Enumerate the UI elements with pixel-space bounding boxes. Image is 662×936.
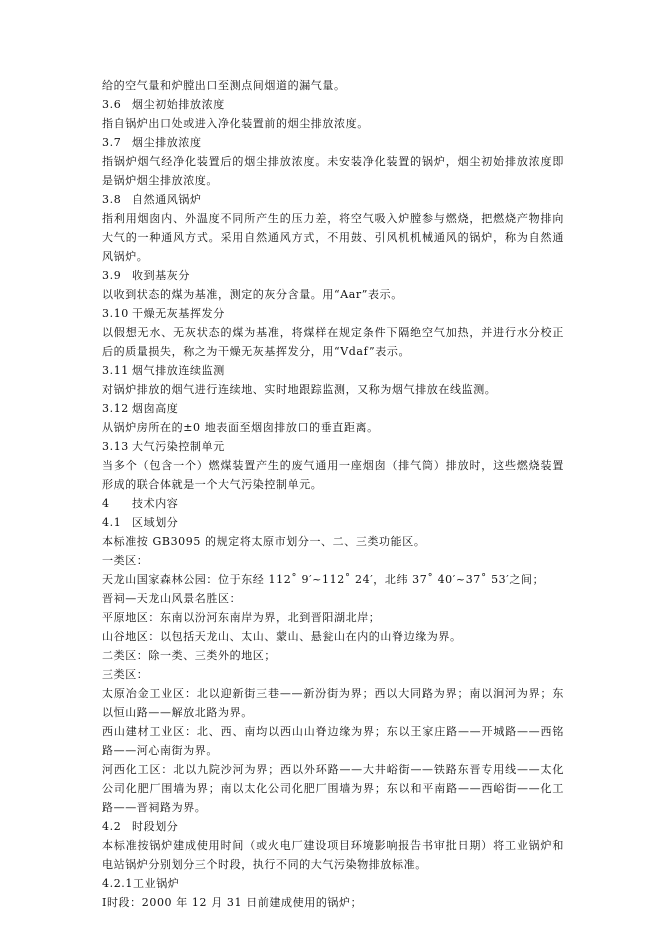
section-title: 大气污染控制单元: [132, 440, 225, 453]
section-title: 干燥无灰基挥发分: [132, 307, 225, 320]
section-title: 烟囱高度: [132, 402, 179, 415]
section-number: 3.6: [102, 98, 122, 111]
body-line: 二类区：除一类、三类外的地区；: [102, 649, 276, 662]
body-line: 平原地区：东南以汾河东南岸为界，北到晋阳湖北岸；: [102, 611, 381, 624]
body-paragraph: 指利用烟囱内、外温度不同所产生的压力差，将空气吸入炉膛参与燃烧，把燃烧产物排向大气的一种通风方式。采用自然通风方式，不用鼓、引风机机械通风的锅炉，称为自然通风锅炉。: [102, 212, 564, 263]
section-heading: [102, 133, 564, 152]
body-line: 天龙山国家森林公园：位于东经 112˚ 9′~112˚ 24′，北纬 37˚ 40′~37˚ 53′之间；: [102, 573, 545, 586]
section-title: 技术内容: [132, 497, 179, 510]
body-line: 一类区：: [102, 554, 149, 567]
section-number: 4.1: [102, 516, 122, 529]
section-title: 自然通风锅炉: [132, 193, 202, 206]
section-heading: [102, 437, 564, 456]
section-title: 烟尘初始排放浓度: [132, 98, 225, 111]
section-title: 收到基灰分: [132, 269, 190, 282]
section-number: 4: [102, 497, 110, 510]
section-heading: [102, 399, 564, 418]
section-number: 3.12: [102, 402, 129, 415]
body-line: 对锅炉排放的烟气进行连续地、实时地跟踪监测，又称为烟气排放在线监测。: [102, 383, 497, 396]
section-number: 3.7: [102, 136, 122, 149]
body-paragraph: 西山建材工业区：北、西、南均以西山山脊边缘为界；东以王家庄路——开城路——西铭路——河心南街为界。: [102, 725, 564, 757]
body-paragraph: 本标准按锅炉建成使用时间（或火电厂建设项目环境影响报告书审批日期）将工业锅炉和电站锅炉分别划分三个时段，执行不同的大气污染物排放标准。: [102, 839, 564, 871]
body-paragraph: 太原冶金工业区：北以迎新街三巷——新汾街为界；西以大同路为界；南以涧河为界；东以恒山路——解放北路为界。: [102, 687, 564, 719]
body-line: 指自锅炉出口处或进入净化装置前的烟尘排放浓度。: [102, 117, 369, 130]
section-heading: [102, 190, 564, 209]
section-number: 3.8: [102, 193, 122, 206]
section-heading: [102, 361, 564, 380]
section-number: 3.9: [102, 269, 122, 282]
body-paragraph: 河西化工区：北以九院沙河为界；西以外环路——大井峪街——铁路东晋专用线——太化公司化肥厂围墙为界；南以太化公司化肥厂围墙为界；东以和平南路——西峪街——化工路——晋祠路为界。: [102, 763, 564, 814]
section-title: 区域划分: [132, 516, 179, 529]
body-line: 从锅炉房所在的±0 地表面至烟囱排放口的垂直距离。: [102, 421, 379, 434]
body-line: 本标准按 GB3095 的规定将太原市划分一、二、三类功能区。: [102, 535, 426, 548]
section-title: 烟尘排放浓度: [132, 136, 202, 149]
body-paragraph: 当多个（包含一个）燃煤装置产生的废气通用一座烟囱（排气筒）排放时，这些燃烧装置形成的联合体就是一个大气污染控制单元。: [102, 459, 564, 491]
section-title: 烟气排放连续监测: [132, 364, 225, 377]
section-title: 时段划分: [132, 820, 179, 833]
body-line: 山谷地区：以包括天龙山、太山、蒙山、悬瓮山在内的山脊边缘为界。: [102, 630, 462, 643]
body-paragraph: 以假想无水、无灰状态的煤为基准，将煤样在规定条件下隔绝空气加热，并进行水分校正后的质量损失，称之为干燥无灰基挥发分，用“Vdaf”表示。: [102, 326, 564, 358]
section-heading: [102, 817, 564, 836]
body-paragraph: 指锅炉烟气经净化装置后的烟尘排放浓度。未安装净化装置的锅炉，烟尘初始排放浓度即是锅炉烟尘排放浓度。: [102, 155, 564, 187]
section-heading: [102, 494, 564, 513]
section-number: 3.10: [102, 307, 129, 320]
section-number: 3.13: [102, 440, 129, 453]
section-number: 4.2: [102, 820, 122, 833]
body-line: 晋祠—天龙山风景名胜区：: [102, 592, 242, 605]
section-title: 工业锅炉: [133, 877, 180, 890]
document-body: [102, 76, 564, 912]
section-number: 4.2.1: [102, 877, 133, 890]
section-heading: [102, 874, 564, 893]
section-number: 3.11: [102, 364, 129, 377]
section-heading: [102, 95, 564, 114]
body-line: 给的空气量和炉膛出口至测点间烟道的漏气量。: [102, 79, 346, 92]
body-line: 以收到状态的煤为基准，测定的灰分含量。用“Aar”表示。: [102, 288, 403, 301]
section-heading: [102, 513, 564, 532]
section-heading: [102, 304, 564, 323]
body-line: Ⅰ时段：2000 年 12 月 31 日前建成使用的锅炉；: [102, 896, 363, 909]
body-line: 三类区：: [102, 668, 149, 681]
section-heading: [102, 266, 564, 285]
